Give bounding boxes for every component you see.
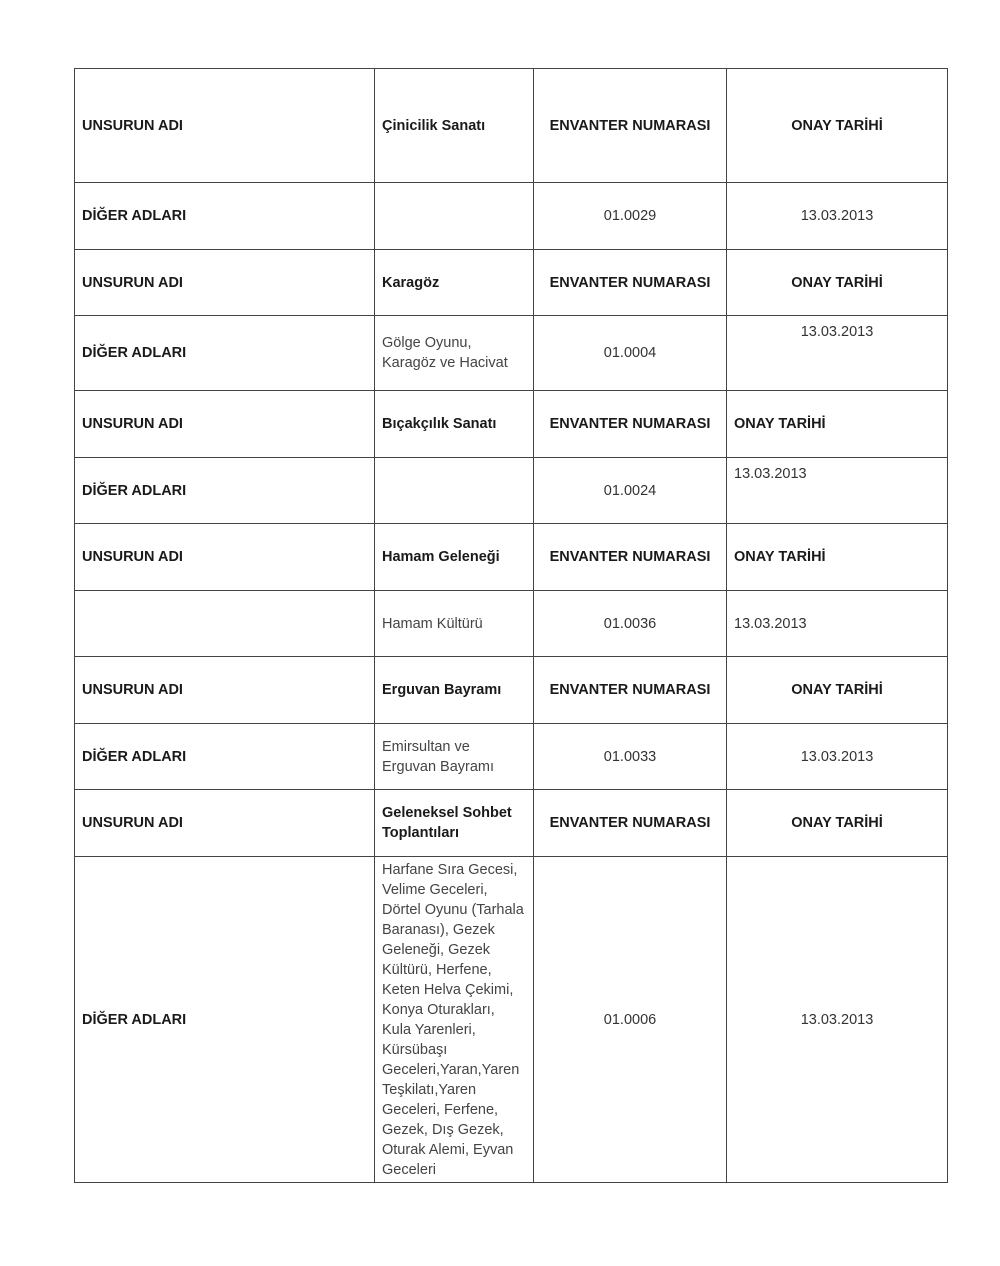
inventory-number-header: ENVANTER NUMARASI	[534, 250, 727, 316]
inventory-number-value: 01.0004	[534, 316, 727, 391]
element-name-value: Karagöz	[375, 250, 534, 316]
table-row	[75, 657, 948, 724]
approval-date-header: ONAY TARİHİ	[727, 657, 948, 724]
approval-date-value: 13.03.2013	[727, 857, 948, 1183]
approval-date-value: 13.03.2013	[727, 591, 948, 657]
element-name-label: UNSURUN ADI	[75, 790, 375, 857]
table-row	[75, 391, 948, 458]
table-row	[75, 790, 948, 857]
approval-date-value: 13.03.2013	[727, 183, 948, 250]
inventory-number-value: 01.0029	[534, 183, 727, 250]
table-row	[75, 857, 948, 1183]
element-name-label: UNSURUN ADI	[75, 391, 375, 458]
element-name-value: Bıçakçılık Sanatı	[375, 391, 534, 458]
inventory-number-header: ENVANTER NUMARASI	[534, 524, 727, 591]
other-names-label: DİĞER ADLARI	[75, 458, 375, 524]
approval-date-header: ONAY TARİHİ	[727, 391, 948, 458]
table-row	[75, 183, 948, 250]
other-names-value: Hamam Kültürü	[375, 591, 534, 657]
approval-date-header: ONAY TARİHİ	[727, 69, 948, 183]
element-name-label: UNSURUN ADI	[75, 69, 375, 183]
element-name-value: Erguvan Bayramı	[375, 657, 534, 724]
table-row	[75, 724, 948, 790]
approval-date-header: ONAY TARİHİ	[727, 790, 948, 857]
other-names-value: Harfane Sıra Gecesi, Velime Geceleri, Dörtel Oyunu (Tarhala Baranası), Gezek Geleneği, Gezek Kültürü, Herfene, Keten Helva Çekimi, Konya Oturakları, Kula Yarenleri, Kürsübaşı Geceleri,Yaran,Yaren Teşkilatı,Yaren Geceleri, Ferfene, Gezek, Dış Gezek, Oturak Alemi, Eyvan Geceleri	[375, 857, 534, 1183]
other-names-value: Gölge Oyunu, Karagöz ve Hacivat	[375, 316, 534, 391]
table-row	[75, 591, 948, 657]
table-row	[75, 458, 948, 524]
table-row	[75, 69, 948, 183]
approval-date-header: ONAY TARİHİ	[727, 250, 948, 316]
element-name-label: UNSURUN ADI	[75, 524, 375, 591]
inventory-number-header: ENVANTER NUMARASI	[534, 657, 727, 724]
element-name-label: UNSURUN ADI	[75, 250, 375, 316]
other-names-label: DİĞER ADLARI	[75, 857, 375, 1183]
inventory-number-value: 01.0006	[534, 857, 727, 1183]
other-names-value	[375, 183, 534, 250]
element-name-label: UNSURUN ADI	[75, 657, 375, 724]
inventory-number-header: ENVANTER NUMARASI	[534, 69, 727, 183]
table-row	[75, 316, 948, 391]
element-name-value: Çinicilik Sanatı	[375, 69, 534, 183]
other-names-value: Emirsultan ve Erguvan Bayramı	[375, 724, 534, 790]
approval-date-value: 13.03.2013	[727, 458, 948, 524]
approval-date-value: 13.03.2013	[727, 316, 948, 391]
element-name-value: Geleneksel Sohbet Toplantıları	[375, 790, 534, 857]
approval-date-value: 13.03.2013	[727, 724, 948, 790]
approval-date-header: ONAY TARİHİ	[727, 524, 948, 591]
table-row	[75, 524, 948, 591]
inventory-number-value: 01.0033	[534, 724, 727, 790]
inventory-table	[74, 68, 948, 1183]
inventory-number-value: 01.0036	[534, 591, 727, 657]
other-names-label: DİĞER ADLARI	[75, 183, 375, 250]
other-names-label: DİĞER ADLARI	[75, 316, 375, 391]
other-names-value	[375, 458, 534, 524]
element-name-value: Hamam Geleneği	[375, 524, 534, 591]
other-names-label	[75, 591, 375, 657]
inventory-number-header: ENVANTER NUMARASI	[534, 391, 727, 458]
table-row	[75, 250, 948, 316]
inventory-number-header: ENVANTER NUMARASI	[534, 790, 727, 857]
other-names-label: DİĞER ADLARI	[75, 724, 375, 790]
inventory-number-value: 01.0024	[534, 458, 727, 524]
